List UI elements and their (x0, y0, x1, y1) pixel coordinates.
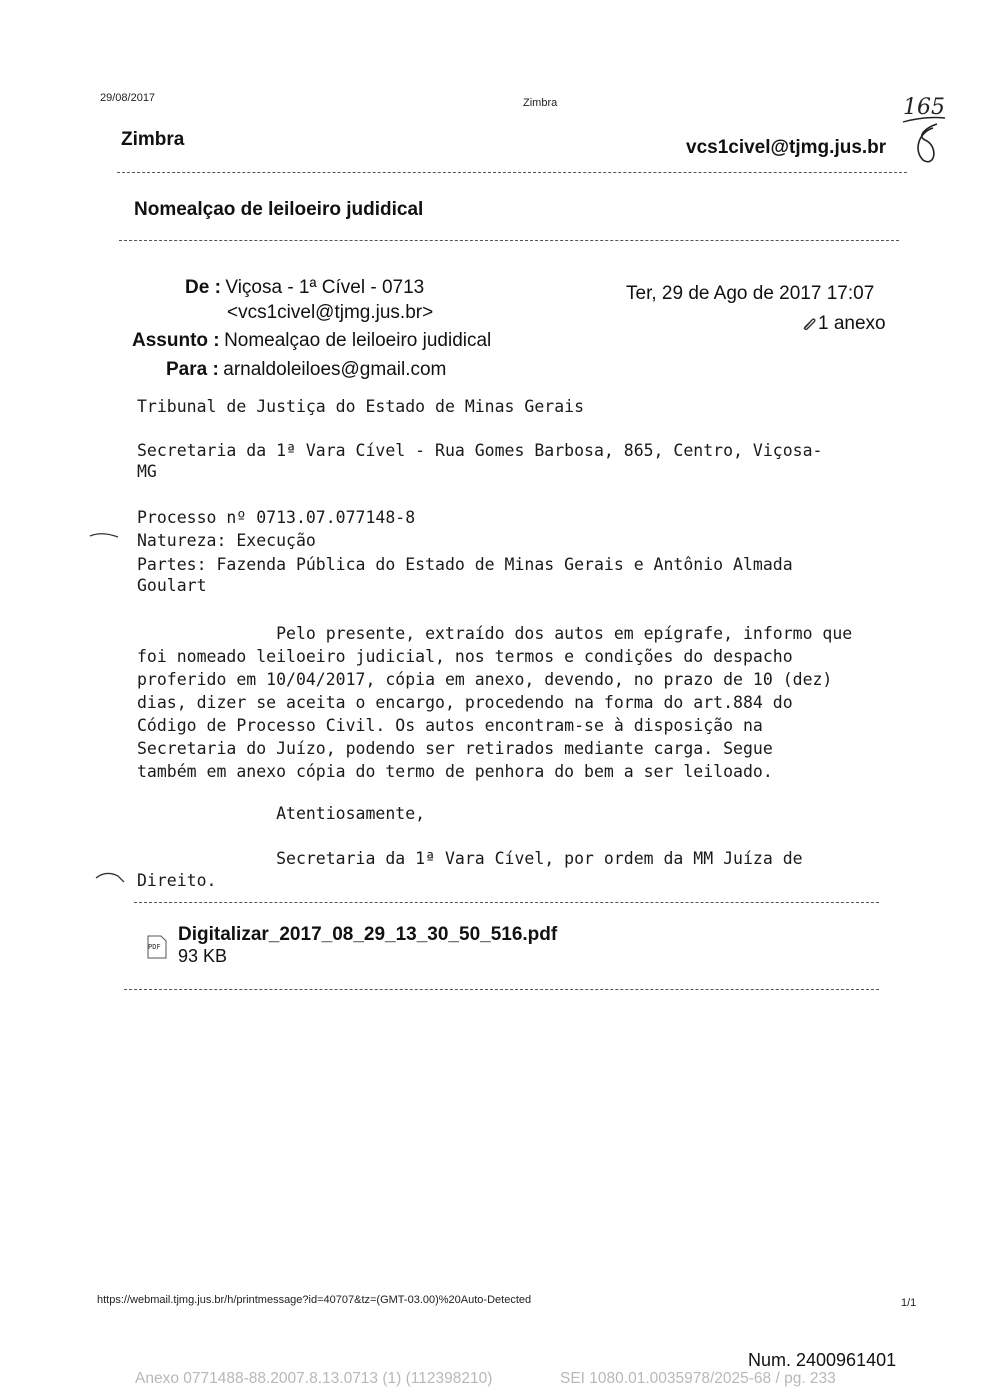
attachment-count-label: 1 anexo (818, 313, 886, 334)
paragraph-line: também em anexo cópia do termo de penhora do bem a ser leiloado. (137, 762, 773, 781)
handwritten-page-number (895, 88, 955, 168)
from-email: <vcs1civel@tjmg.jus.br> (227, 302, 434, 323)
attachment-item[interactable] (146, 924, 557, 967)
margin-pen-mark (88, 528, 120, 540)
to-label: Para : (166, 359, 219, 380)
body-line-court: Tribunal de Justiça do Estado de Minas Gerais (137, 397, 585, 416)
body-line-secretariat-cont: MG (137, 462, 157, 481)
body-paragraph (137, 622, 852, 783)
body-closing: Atentiosamente, (137, 804, 426, 823)
paragraph-line: dias, dizer se aceita o encargo, procedendo na forma do art.884 do (137, 693, 793, 712)
print-page: 1/1 (901, 1297, 917, 1309)
body-line-parties: Partes: Fazenda Pública do Estado de Minas Gerais e Antônio Almada (137, 555, 793, 574)
body-line-process: Processo nº 0713.07.077148-8 (137, 508, 416, 527)
to-value: arnaldoleiloes@gmail.com (223, 359, 447, 380)
print-date: 29/08/2017 (100, 92, 156, 104)
paragraph-line: Código de Processo Civil. Os autos encontram-se à disposição na (137, 716, 763, 735)
margin-pen-mark (94, 868, 130, 884)
attachment-count[interactable] (800, 313, 886, 335)
body-line-secretariat: Secretaria da 1ª Vara Cível - Rua Gomes Barbosa, 865, Centro, Viçosa- (137, 441, 823, 460)
body-divider (134, 902, 879, 903)
to-row (166, 359, 446, 381)
pdf-icon-text: PDF (148, 943, 161, 951)
message-subject-title: Nomealçao de leiloeiro judidical (134, 199, 424, 220)
paragraph-line: Secretaria do Juízo, podendo ser retirados mediante carga. Segue (137, 739, 773, 758)
subject-divider (119, 240, 899, 241)
header-divider (117, 172, 907, 173)
paragraph-line: Pelo presente, extraído dos autos em epígrafe, informo que (137, 624, 853, 643)
from-name: Viçosa - 1ª Cível - 0713 (225, 277, 425, 298)
attachment-filename[interactable]: Digitalizar_2017_08_29_13_30_50_516.pdf (178, 924, 558, 945)
sei-reference: SEI 1080.01.0035978/2025-68 / pg. 233 (560, 1370, 836, 1387)
attachment-divider (124, 989, 879, 990)
print-url: https://webmail.tjmg.jus.br/h/printmessage?id=40707&tz=(GMT-03.00)%20Auto-Detected (97, 1294, 532, 1306)
document-number: Num. 2400961401 (748, 1350, 897, 1370)
subject-row (132, 330, 491, 352)
app-name: Zimbra (121, 129, 185, 150)
body-signature: Secretaria da 1ª Vara Cível, por ordem da MM Juíza de (137, 849, 803, 868)
subject-label: Assunto : (132, 330, 220, 351)
pdf-file-icon (146, 934, 168, 960)
attachment-size: 93 KB (178, 946, 228, 966)
subject-value: Nomealçao de leiloeiro judidical (224, 330, 492, 351)
account-email: vcs1civel@tjmg.jus.br (686, 137, 887, 158)
paperclip-icon (800, 315, 818, 333)
paragraph-line: proferido em 10/04/2017, cópia em anexo, devendo, no prazo de 10 (dez) (137, 670, 833, 689)
print-title: Zimbra (523, 97, 558, 109)
paragraph-line: foi nomeado leiloeiro judicial, nos termos e condições do despacho (137, 647, 793, 666)
body-signature-cont: Direito. (137, 871, 217, 890)
from-label: De : (185, 277, 221, 298)
message-date: Ter, 29 de Ago de 2017 17:07 (626, 283, 875, 304)
svg-text:165: 165 (903, 95, 945, 120)
annex-reference: Anexo 0771488-88.2007.8.13.0713 (1) (112398210) (135, 1370, 493, 1387)
body-line-nature: Natureza: Execução (137, 531, 316, 550)
from-row (185, 277, 424, 299)
body-line-parties-cont: Goulart (137, 576, 207, 595)
